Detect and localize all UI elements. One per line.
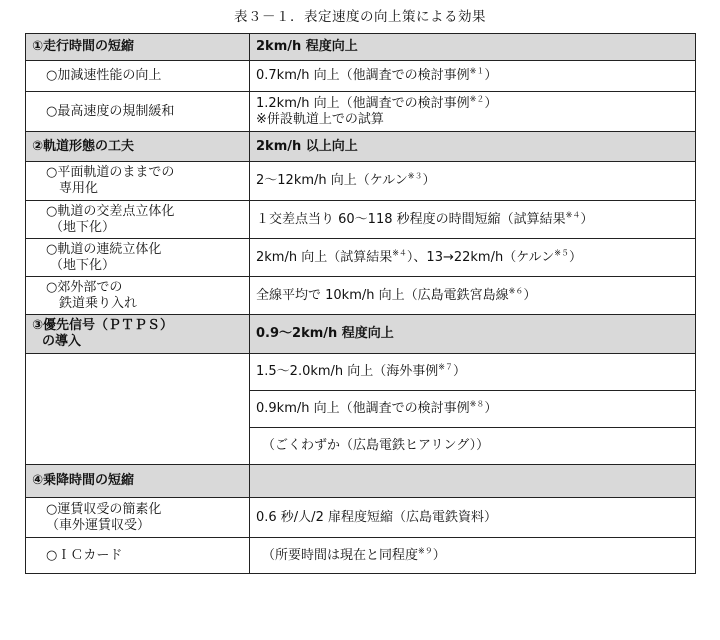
measure-cell: ○軌道の交差点立体化 （地下化） — [26, 201, 250, 239]
table-row — [26, 277, 696, 315]
footnote-ref: ※６ — [508, 286, 524, 296]
measure-cell: ○ＩＣカード — [26, 538, 250, 574]
section-row — [26, 132, 696, 162]
table-row — [26, 239, 696, 277]
effect-cell: 全線平均で 10km/h 向上（広島電鉄宮島線$^{※6}$） — [250, 277, 696, 315]
section-row — [26, 315, 696, 354]
effect-cell: （ごくわずか（広島電鉄ヒアリング）） — [250, 428, 696, 465]
footnote-ref: ※２ — [469, 94, 485, 104]
section-title: ③優先信号（ＰＴＰＳ） の導入 — [26, 315, 250, 354]
footnote-ref: ※３ — [407, 171, 423, 181]
section-row — [26, 34, 696, 61]
section-title: ④乗降時間の短縮 — [26, 465, 250, 498]
table-caption: 表３－１．表定速度の向上策による効果 — [234, 9, 486, 25]
table-row — [26, 498, 696, 538]
section-title: ①走行時間の短縮 — [26, 34, 250, 61]
section-effect: 2km/h 以上向上 — [250, 132, 696, 162]
measure-cell: ○軌道の連続立体化 （地下化） — [26, 239, 250, 277]
section-row — [26, 465, 696, 498]
effect-cell: 1.5～2.0km/h 向上（海外事例$^{※7}$） — [250, 354, 696, 391]
section-effect: 0.9～2km/h 程度向上 — [250, 315, 696, 354]
effect-cell: 2～12km/h 向上（ケルン$^{※3}$） — [250, 162, 696, 201]
section-effect — [250, 465, 696, 498]
section-effect: 2km/h 程度向上 — [250, 34, 696, 61]
table-row — [26, 538, 696, 574]
footnote-ref: ※７ — [438, 362, 453, 372]
effect-note: ※併設軌道上での試算 — [256, 111, 384, 127]
footnote-ref: ※４ — [392, 248, 407, 258]
measure-cell: ○運賃収受の簡素化 （車外運賃収受） — [26, 498, 250, 538]
measure-cell: ○最高速度の規制緩和 — [26, 92, 250, 132]
footnote-ref: ※８ — [469, 399, 485, 409]
section-title: ②軌道形態の工夫 — [26, 132, 250, 162]
effects-table — [25, 33, 696, 574]
measure-cell: ○平面軌道のままでの 専用化 — [26, 162, 250, 201]
table-row — [26, 92, 696, 132]
table-row — [26, 354, 696, 391]
effect-cell: （所要時間は現在と同程度$^{※9}$） — [250, 538, 696, 574]
measure-cell: ○郊外部での 鉄道乗り入れ — [26, 277, 250, 315]
effect-cell: １交差点当り 60～118 秒程度の時間短縮（試算結果$^{※4}$） — [250, 201, 696, 239]
merged-blank-cell — [26, 354, 250, 465]
footnote-ref: ※５ — [554, 248, 569, 258]
footnote-ref: ※１ — [469, 66, 485, 76]
table-row — [26, 201, 696, 239]
footnote-ref: ※４ — [565, 210, 581, 220]
effect-cell: 2km/h 向上（試算結果$^{※4}$）、13→22km/h（ケルン$^{※5}$） — [250, 239, 696, 277]
effect-cell: 0.7km/h 向上（他調査での検討事例$^{※1}$） — [250, 61, 696, 92]
effect-cell: 1.2km/h 向上（他調査での検討事例$^{※2}$） ※併設軌道上での試算 — [250, 92, 696, 132]
effect-cell: 0.9km/h 向上（他調査での検討事例$^{※8}$） — [250, 391, 696, 428]
table-row — [26, 162, 696, 201]
effect-cell: 0.6 秒/人/2 扉程度短縮（広島電鉄資料） — [250, 498, 696, 538]
footnote-ref: ※９ — [418, 546, 433, 556]
table-row — [26, 61, 696, 92]
measure-cell: ○加減速性能の向上 — [26, 61, 250, 92]
